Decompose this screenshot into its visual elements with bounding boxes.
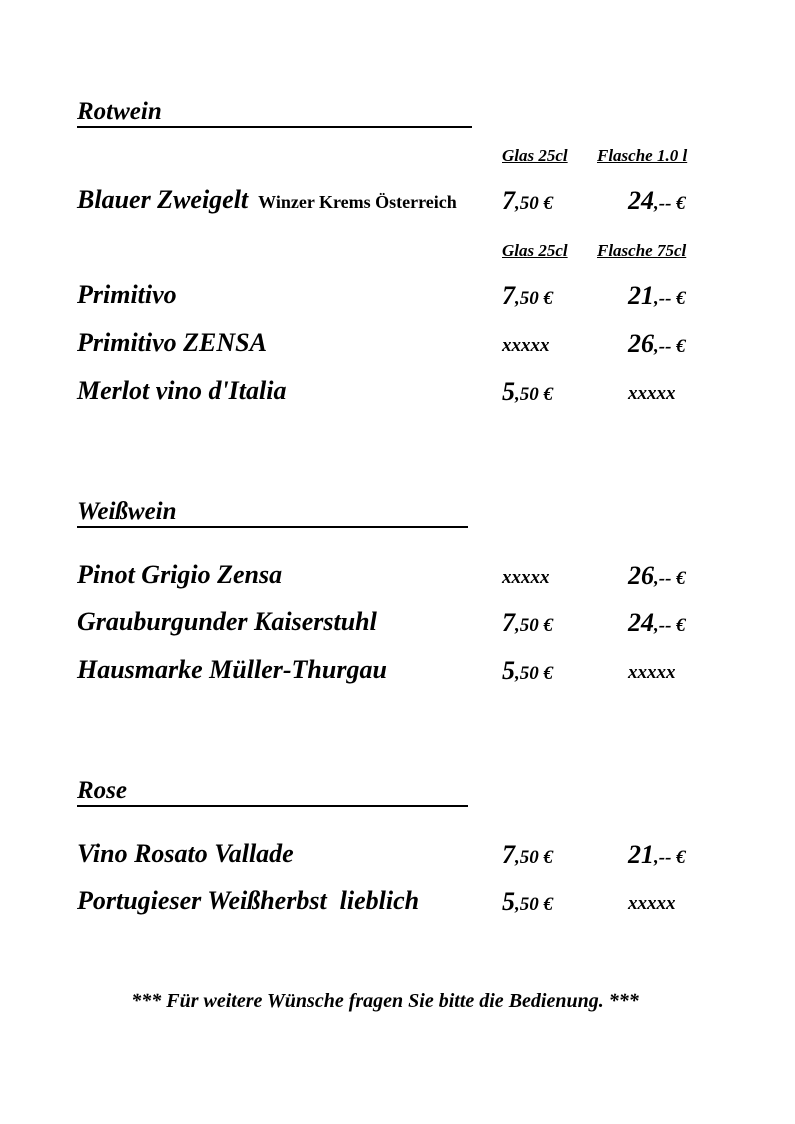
glass-price: 7,50 € bbox=[502, 281, 553, 310]
wine-name: Primitivo bbox=[77, 280, 177, 309]
section-title-rose: Rose bbox=[77, 777, 468, 807]
wine-name: Pinot Grigio Zensa bbox=[77, 560, 283, 589]
section-title-rotwein: Rotwein bbox=[77, 98, 472, 128]
glass-price: 5,50 € bbox=[502, 656, 553, 685]
column-header-glass-2: Glas 25cl bbox=[502, 241, 568, 260]
bottle-price: 26,-- € bbox=[628, 329, 686, 358]
bottle-price-unavailable: xxxxx bbox=[628, 662, 676, 683]
wine-name: Hausmarke Müller-Thurgau bbox=[77, 655, 387, 684]
bottle-price: 24,-- € bbox=[628, 186, 686, 215]
wine-name: Primitivo ZENSA bbox=[77, 328, 267, 357]
wine-name: Vino Rosato Vallade bbox=[77, 839, 294, 868]
glass-price: 7,50 € bbox=[502, 840, 553, 869]
glass-price: 5,50 € bbox=[502, 377, 553, 406]
wine-name: Portugieser Weißherbst lieblich bbox=[77, 886, 420, 915]
wine-name: Blauer Zweigelt Winzer Krems Österreich bbox=[77, 185, 457, 214]
column-header-bottle-2: Flasche 75cl bbox=[597, 241, 687, 260]
glass-price-unavailable: xxxxx bbox=[502, 335, 550, 356]
wine-origin: Winzer Krems Österreich bbox=[258, 192, 457, 212]
glass-price: 7,50 € bbox=[502, 186, 553, 215]
glass-price-unavailable: xxxxx bbox=[502, 567, 550, 588]
bottle-price-unavailable: xxxxx bbox=[628, 893, 676, 914]
wine-name: Grauburgunder Kaiserstuhl bbox=[77, 607, 377, 636]
footer-note: *** Für weitere Wünsche fragen Sie bitte die Bedienung. *** bbox=[131, 990, 639, 1012]
column-header-glass: Glas 25cl bbox=[502, 146, 568, 165]
section-title-weisswein: Weißwein bbox=[77, 498, 468, 528]
bottle-price: 21,-- € bbox=[628, 281, 686, 310]
glass-price: 5,50 € bbox=[502, 887, 553, 916]
wine-name: Merlot vino d'Italia bbox=[77, 376, 287, 405]
glass-price: 7,50 € bbox=[502, 608, 553, 637]
bottle-price: 24,-- € bbox=[628, 608, 686, 637]
column-header-bottle: Flasche 1.0 l bbox=[597, 146, 688, 165]
bottle-price: 21,-- € bbox=[628, 840, 686, 869]
bottle-price-unavailable: xxxxx bbox=[628, 383, 676, 404]
bottle-price: 26,-- € bbox=[628, 561, 686, 590]
